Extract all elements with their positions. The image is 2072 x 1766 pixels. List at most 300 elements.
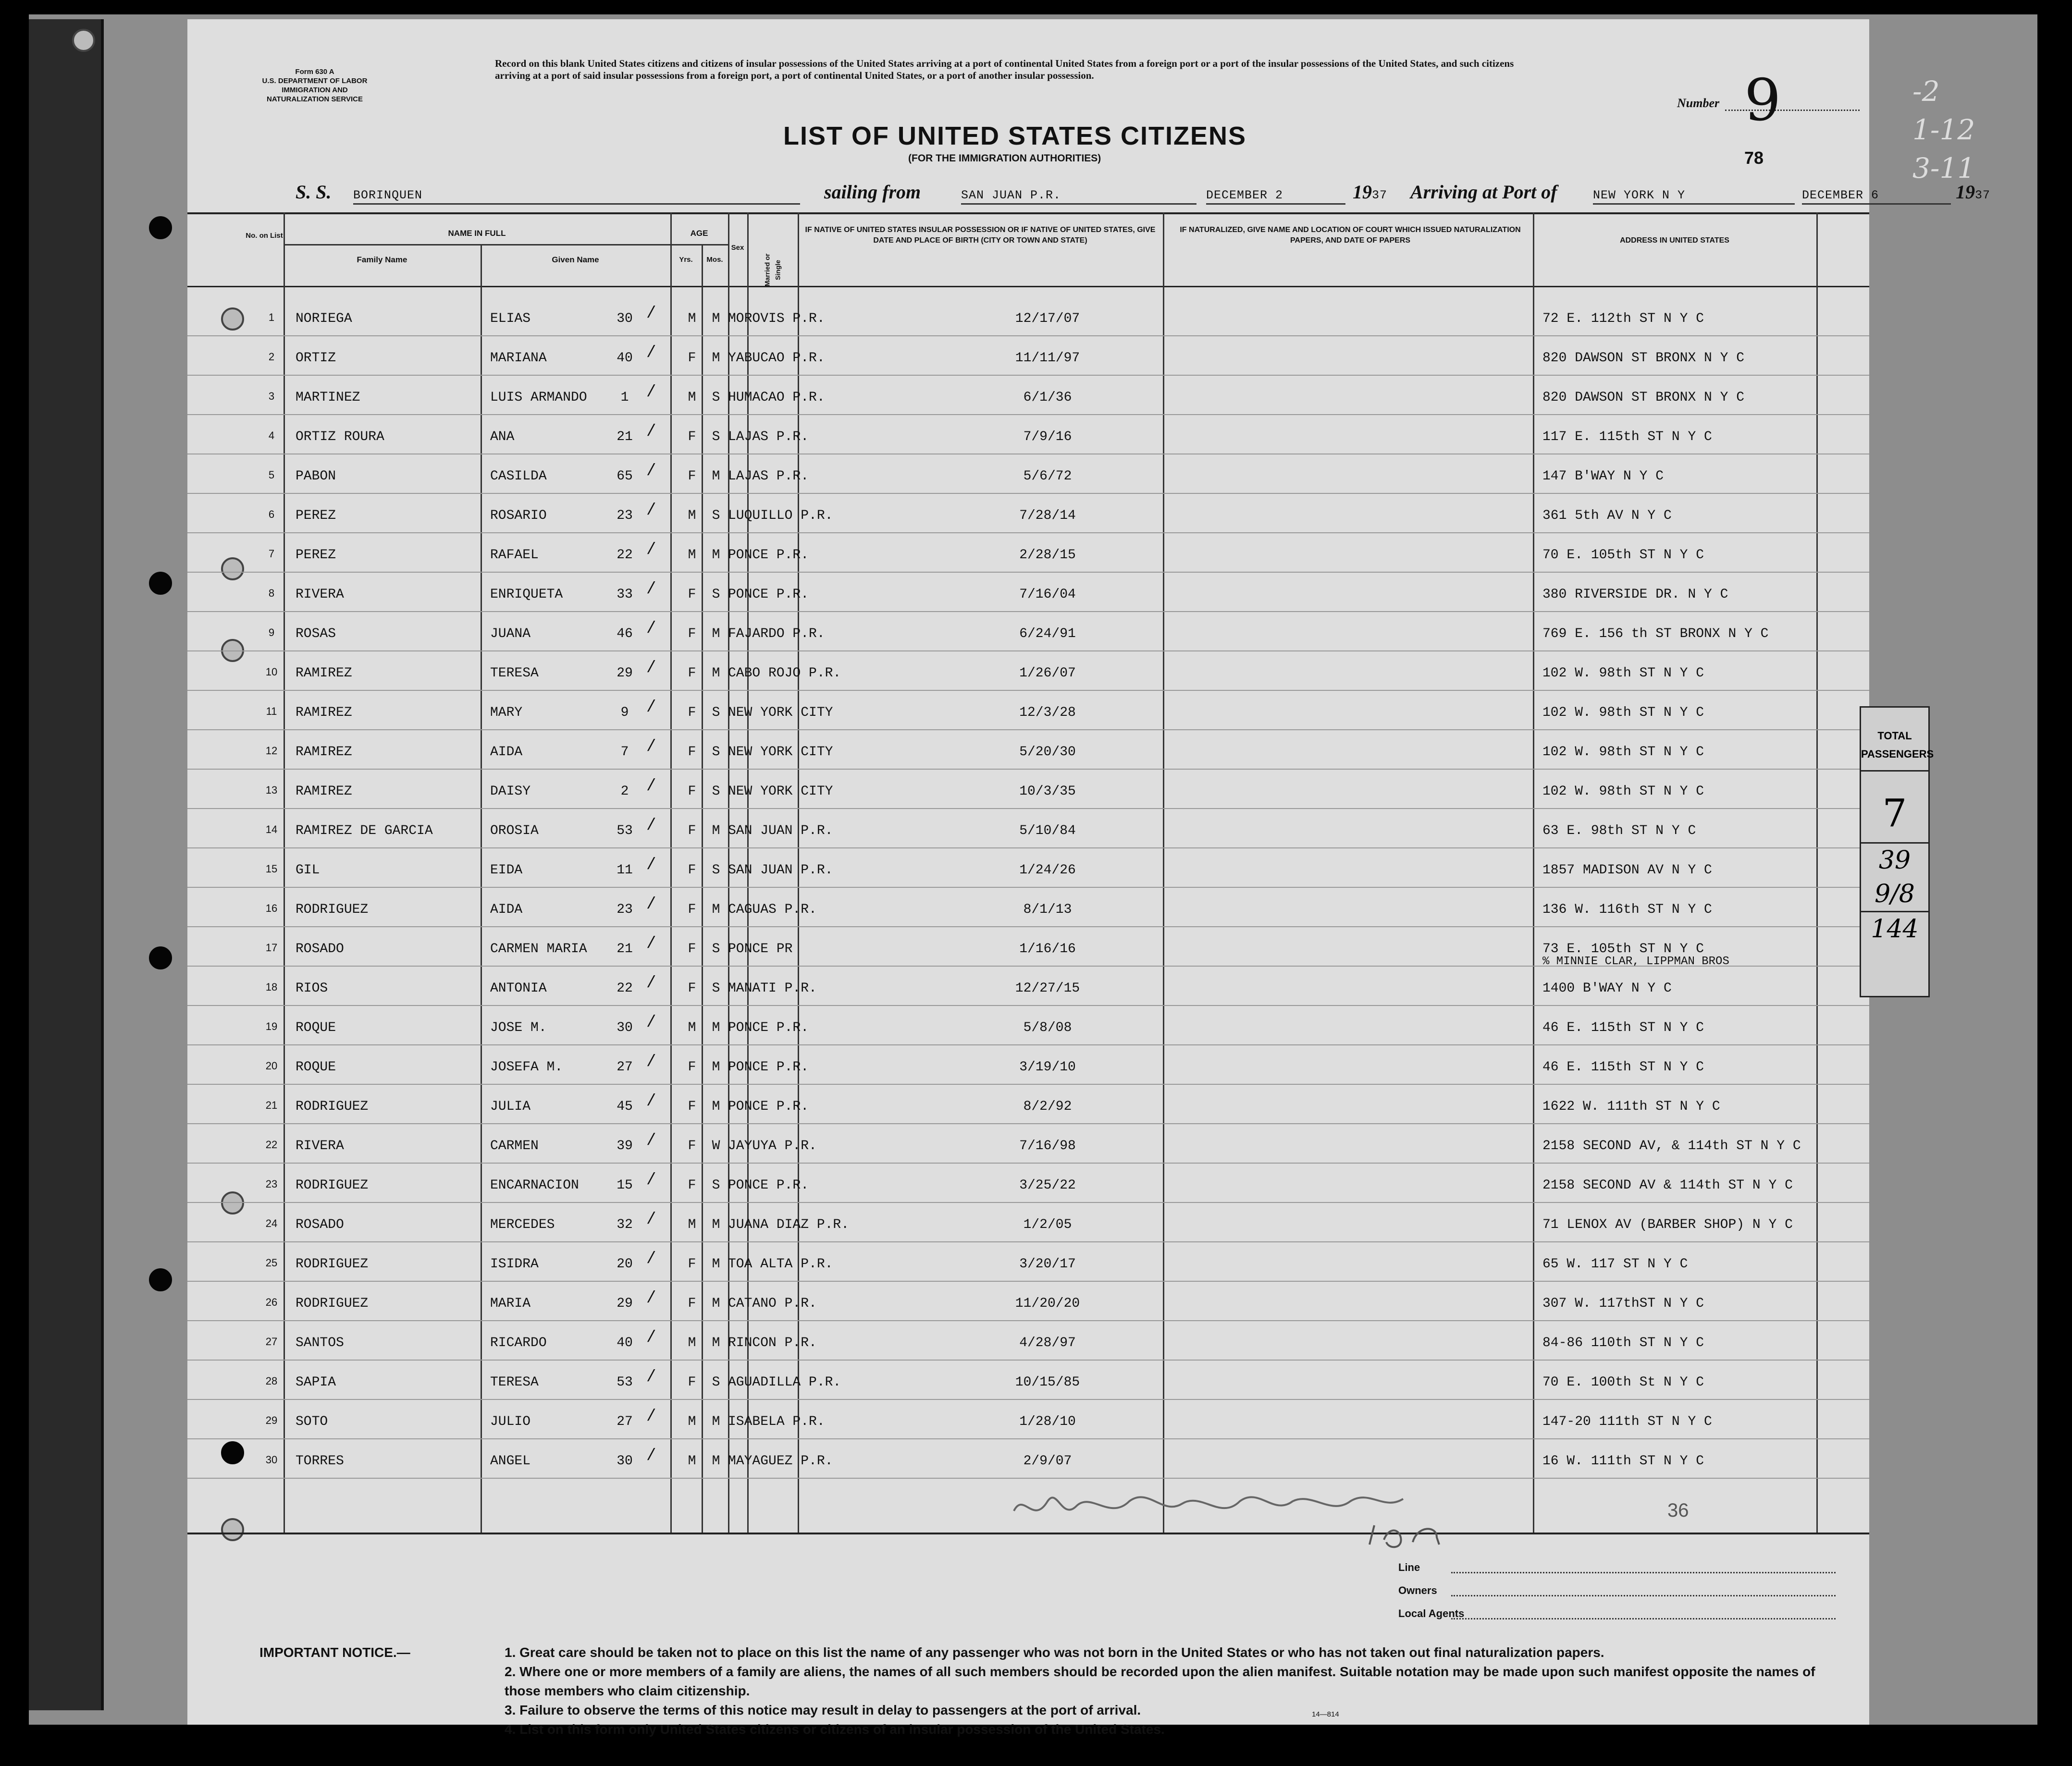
tally-label-passengers: PASSENGERS (1861, 748, 1934, 760)
address: 820 DAWSON ST BRONX N Y C (1542, 390, 1745, 405)
given-name: JULIO (490, 1414, 531, 1429)
marital-status: S (712, 1178, 720, 1193)
header-name-in-full: NAME IN FULL (448, 229, 506, 238)
passenger-number: 15 (265, 863, 278, 875)
arrival-date: DECEMBER 6 (1802, 188, 1879, 202)
departure-port-field (961, 181, 1196, 205)
header-age: AGE (690, 229, 708, 238)
arriving-label: Arriving at Port of (1410, 181, 1557, 203)
passenger-row (187, 533, 1869, 573)
check-mark: / (646, 1053, 656, 1071)
address: 380 RIVERSIDE DR. N Y C (1542, 587, 1728, 602)
sex: M (688, 1454, 696, 1469)
address: 73 E. 105th ST N Y C (1542, 942, 1704, 957)
given-name: MARY (490, 705, 523, 720)
given-name: JOSE M. (490, 1020, 547, 1035)
passenger-row (187, 848, 1869, 888)
marital-status: M (712, 1217, 720, 1232)
address: 1857 MADISON AV N Y C (1542, 863, 1712, 878)
given-name: MARIA (490, 1296, 531, 1311)
given-name: DAISY (490, 784, 531, 799)
check-mark: / (646, 856, 656, 874)
family-name: RAMIREZ (296, 705, 352, 720)
passenger-number: 20 (265, 1060, 278, 1072)
passenger-number: 28 (265, 1375, 278, 1387)
notice-item: 1. Great care should be taken not to place on this list the name of any passenger who was not born in the United States or who has not taken out final naturalization papers. (505, 1645, 1604, 1660)
owners-field (1451, 1595, 1836, 1596)
sailing-label: sailing from (824, 181, 921, 203)
form-id-line: NATURALIZATION SERVICE (266, 95, 363, 103)
birthplace: PONCE P.R. (728, 1099, 809, 1114)
marital-status: M (712, 1257, 720, 1272)
punch-hole (149, 572, 172, 595)
check-mark: / (646, 777, 656, 796)
notice-item: 3. Failure to observe the terms of this notice may result in delay to passengers at the port of arrival. (505, 1703, 1141, 1717)
check-mark: / (646, 1289, 656, 1308)
age-years: 22 (617, 981, 633, 996)
address: 16 W. 111th ST N Y C (1542, 1454, 1704, 1469)
age-years: 27 (617, 1060, 633, 1075)
marital-status: M (712, 311, 720, 326)
punch-hole (149, 216, 172, 239)
birthplace: PONCE P.R. (728, 587, 809, 602)
page-subtitle: (FOR THE IMMIGRATION AUTHORITIES) (908, 153, 1101, 164)
address: 70 E. 105th ST N Y C (1542, 548, 1704, 563)
birthplace: MOROVIS P.R. (728, 311, 825, 326)
header-address: ADDRESS IN UNITED STATES (1620, 236, 1729, 245)
given-name: RAFAEL (490, 548, 539, 563)
passenger-number: 19 (265, 1020, 278, 1032)
birthplace: SAN JUAN P.R. (728, 863, 833, 878)
arrival-port-field (1593, 181, 1795, 205)
address: 307 W. 117thST N Y C (1542, 1296, 1704, 1311)
passenger-number: 27 (265, 1336, 278, 1348)
passenger-row (187, 1400, 1869, 1439)
birthdate: 5/20/30 (1019, 745, 1076, 760)
age-years: 15 (617, 1178, 633, 1193)
family-name: ROSAS (296, 626, 336, 641)
form-code: 14—814 (1312, 1710, 1339, 1718)
marital-status: S (712, 1375, 720, 1390)
family-name: ROSADO (296, 1217, 344, 1232)
notice-heading: IMPORTANT NOTICE.— (259, 1645, 410, 1660)
address: 1622 W. 111th ST N Y C (1542, 1099, 1720, 1114)
family-name: RODRIGUEZ (296, 1099, 369, 1114)
age-years: 2 (620, 784, 629, 799)
birthdate: 7/9/16 (1023, 429, 1072, 444)
family-name: PEREZ (296, 548, 336, 563)
passenger-number: 16 (265, 902, 278, 914)
passenger-row (187, 1045, 1869, 1085)
header-years: Yrs. (679, 256, 693, 264)
passenger-number: 11 (266, 705, 277, 717)
given-name: JUANA (490, 626, 531, 641)
check-mark: / (646, 699, 656, 717)
birthplace: MAYAGUEZ P.R. (728, 1454, 833, 1469)
address: 84-86 110th ST N Y C (1542, 1336, 1704, 1350)
binder-edge (29, 19, 104, 1710)
passenger-number: 5 (268, 469, 275, 481)
check-mark: / (646, 1014, 656, 1032)
passenger-row (187, 336, 1869, 376)
check-mark: / (646, 1408, 656, 1426)
birthplace: YABUCAO P.R. (728, 351, 825, 366)
sex: F (688, 351, 696, 366)
age-years: 30 (617, 1454, 633, 1469)
passenger-row (187, 494, 1869, 533)
birthplace: CABO ROJO P.R. (728, 666, 841, 681)
marital-status: W (712, 1139, 720, 1153)
ss-label: S. S. (296, 181, 332, 203)
birthplace: RINCON P.R. (728, 1336, 817, 1350)
marital-status: M (712, 626, 720, 641)
address: 102 W. 98th ST N Y C (1542, 745, 1704, 760)
birthplace: NEW YORK CITY (728, 705, 833, 720)
given-name: LUIS ARMANDO (490, 390, 587, 405)
passenger-row (187, 1242, 1869, 1282)
sex: F (688, 1178, 696, 1193)
marital-status: M (712, 902, 720, 917)
local-agents-field (1451, 1618, 1836, 1619)
birthdate: 3/19/10 (1019, 1060, 1076, 1075)
address: 147 B'WAY N Y C (1542, 469, 1664, 484)
tally-calc: 9/8 (1875, 880, 1915, 908)
header-given-name: Given Name (552, 255, 599, 264)
marital-status: M (712, 1414, 720, 1429)
family-name: RODRIGUEZ (296, 902, 369, 917)
passenger-number: 8 (268, 587, 275, 599)
punch-hole (149, 946, 172, 969)
address: 102 W. 98th ST N Y C (1542, 705, 1704, 720)
check-mark: / (646, 462, 656, 480)
birthplace: FAJARDO P.R. (728, 626, 825, 641)
birthdate: 4/28/97 (1019, 1336, 1076, 1350)
sex: M (688, 548, 696, 563)
passenger-row (187, 573, 1869, 612)
age-years: 30 (617, 1020, 633, 1035)
sex: F (688, 902, 696, 917)
passenger-number: 3 (268, 390, 275, 402)
passenger-number: 12 (265, 745, 278, 757)
arrival-date-field (1802, 181, 1951, 205)
marital-status: M (712, 1060, 720, 1075)
sex: F (688, 823, 696, 838)
birthdate: 2/28/15 (1019, 548, 1076, 563)
family-name: TORRES (296, 1454, 344, 1469)
age-years: 29 (617, 1296, 633, 1311)
family-name: SAPIA (296, 1375, 336, 1390)
marital-status: M (712, 469, 720, 484)
passenger-number: 14 (265, 823, 278, 835)
address: 71 LENOX AV (BARBER SHOP) N Y C (1542, 1217, 1793, 1232)
margin-mark: 1-12 (1912, 113, 1975, 146)
address: 63 E. 98th ST N Y C (1542, 823, 1696, 838)
birthplace: LAJAS P.R. (728, 469, 809, 484)
birthplace: LAJAS P.R. (728, 429, 809, 444)
line-field (1451, 1572, 1836, 1573)
address: 65 W. 117 ST N Y C (1542, 1257, 1688, 1272)
given-name: AIDA (490, 745, 523, 760)
given-name: TERESA (490, 666, 539, 681)
family-name: SOTO (296, 1414, 328, 1429)
birthdate: 6/1/36 (1023, 390, 1072, 405)
marital-status: S (712, 981, 720, 996)
given-name: ANGEL (490, 1454, 531, 1469)
header-married-single: Married or Single (763, 253, 782, 287)
birthdate: 1/2/05 (1023, 1217, 1072, 1232)
birthplace: LUQUILLO P.R. (728, 508, 833, 523)
passenger-row (187, 888, 1869, 927)
given-name: OROSIA (490, 823, 539, 838)
passenger-number: 22 (265, 1139, 278, 1151)
birthdate: 7/16/98 (1019, 1139, 1076, 1153)
header-no: No. on List (246, 232, 283, 240)
given-name: CASILDA (490, 469, 547, 484)
check-mark: / (646, 1329, 656, 1347)
age-years: 40 (617, 1336, 633, 1350)
header-bottom-rule (187, 286, 1869, 287)
check-mark: / (646, 817, 656, 835)
address: 2158 SECOND AV, & 114th ST N Y C (1542, 1139, 1801, 1153)
passenger-row (187, 612, 1869, 651)
address: 2158 SECOND AV & 114th ST N Y C (1542, 1178, 1793, 1193)
sex: F (688, 745, 696, 760)
passenger-row (187, 1164, 1869, 1203)
passenger-row (187, 1439, 1869, 1479)
age-years: 32 (617, 1217, 633, 1232)
birthplace: JAYUYA P.R. (728, 1139, 817, 1153)
address: 70 E. 100th St N Y C (1542, 1375, 1704, 1390)
address: 769 E. 156 th ST BRONX N Y C (1542, 626, 1769, 641)
given-name: ENRIQUETA (490, 587, 563, 602)
tally-calc: 144 (1861, 911, 1928, 946)
passenger-row (187, 1203, 1869, 1242)
age-years: 53 (617, 1375, 633, 1390)
tally-divider (1861, 770, 1928, 772)
birthplace: TOA ALTA P.R. (728, 1257, 833, 1272)
address: 102 W. 98th ST N Y C (1542, 666, 1704, 681)
sex: M (688, 390, 696, 405)
tally-count: 7 (1882, 791, 1907, 835)
birthplace: PONCE P.R. (728, 1060, 809, 1075)
page-number: 78 (1744, 148, 1764, 168)
passenger-number: 29 (265, 1414, 278, 1426)
passenger-row (187, 927, 1869, 967)
sex: F (688, 1099, 696, 1114)
given-name: ANA (490, 429, 515, 444)
family-name: PEREZ (296, 508, 336, 523)
passenger-row (187, 376, 1869, 415)
sex: F (688, 1296, 696, 1311)
margin-mark: 3-11 (1912, 152, 1975, 184)
birthdate: 12/3/28 (1019, 705, 1076, 720)
given-name: CARMEN MARIA (490, 942, 587, 957)
address: 72 E. 112th ST N Y C (1542, 311, 1704, 326)
marital-status: M (712, 666, 720, 681)
check-mark: / (646, 502, 656, 520)
marital-status: S (712, 784, 720, 799)
marital-status: M (712, 1296, 720, 1311)
line-label: Line (1398, 1561, 1420, 1573)
year-prefix: 19 (1353, 181, 1372, 203)
age-years: 20 (617, 1257, 633, 1272)
age-years: 45 (617, 1099, 633, 1114)
birthdate: 8/1/13 (1023, 902, 1072, 917)
age-years: 21 (617, 429, 633, 444)
passenger-row (187, 1124, 1869, 1164)
sex: F (688, 942, 696, 957)
check-mark: / (646, 1250, 656, 1268)
age-years: 11 (617, 863, 633, 878)
ship-name-field (353, 181, 800, 205)
page-title: LIST OF UNITED STATES CITIZENS (783, 122, 1246, 150)
age-years: 23 (617, 508, 633, 523)
passenger-number: 23 (265, 1178, 278, 1190)
year-suffix: 37 (1372, 188, 1388, 202)
passenger-number: 9 (268, 626, 275, 638)
passenger-row (187, 297, 1869, 336)
marital-status: M (712, 548, 720, 563)
passenger-number: 7 (268, 548, 275, 560)
check-mark: / (646, 974, 656, 993)
family-name: ORTIZ (296, 351, 336, 366)
age-years: 29 (617, 666, 633, 681)
passenger-number: 10 (265, 666, 278, 678)
family-name: RAMIREZ (296, 666, 352, 681)
tally-calc: 39 (1878, 846, 1911, 875)
departure-port: SAN JUAN P.R. (961, 188, 1061, 202)
form-preamble: Record on this blank United States citizens and citizens of insular possessions of the United States arriving at a port of continental United States from a foreign port or a port of the insular possessions of the United States, and such citizens arriving at a port of said insular possessions from a foreign port, a port of continental United States, or a port of another insular possession. (495, 58, 1514, 81)
family-name: SANTOS (296, 1336, 344, 1350)
family-name: RODRIGUEZ (296, 1178, 369, 1193)
age-years: 7 (620, 745, 629, 760)
passenger-row (187, 454, 1869, 494)
sex: F (688, 469, 696, 484)
check-mark: / (646, 1447, 656, 1465)
age-years: 9 (620, 705, 629, 720)
form-identifier (245, 67, 384, 104)
address: 1400 B'WAY N Y C (1542, 981, 1672, 996)
birthdate: 7/16/04 (1019, 587, 1076, 602)
passenger-number: 2 (268, 351, 275, 363)
birthplace: HUMACAO P.R. (728, 390, 825, 405)
list-number: 9 (1744, 67, 1781, 134)
given-name: AIDA (490, 902, 523, 917)
sex: F (688, 1139, 696, 1153)
family-name: RIVERA (296, 1139, 344, 1153)
check-mark: / (646, 1211, 656, 1229)
marital-status: S (712, 390, 720, 405)
family-name: PABON (296, 469, 336, 484)
age-years: 30 (617, 311, 633, 326)
owners-label: Owners (1398, 1584, 1437, 1596)
family-name: RAMIREZ (296, 745, 352, 760)
marital-status: S (712, 587, 720, 602)
given-name: RICARDO (490, 1336, 547, 1350)
check-mark: / (646, 1368, 656, 1386)
birthdate: 5/10/84 (1019, 823, 1076, 838)
sex: M (688, 1020, 696, 1035)
check-mark: / (646, 344, 656, 362)
birthdate: 1/16/16 (1019, 942, 1076, 957)
year-prefix: 19 (1956, 181, 1975, 203)
birthplace: NEW YORK CITY (728, 784, 833, 799)
birthplace: PONCE P.R. (728, 1020, 809, 1035)
header-months: Mos. (706, 256, 723, 264)
given-name: ANTONIA (490, 981, 547, 996)
given-name: JOSEFA M. (490, 1060, 563, 1075)
passenger-number: 24 (265, 1217, 278, 1229)
sex: F (688, 981, 696, 996)
punch-hole (221, 1518, 244, 1541)
birthdate: 10/15/85 (1015, 1375, 1080, 1390)
passenger-number: 4 (268, 429, 275, 442)
passenger-number: 1 (268, 311, 275, 323)
passenger-row (187, 1006, 1869, 1045)
birthplace: MANATI P.R. (728, 981, 817, 996)
given-name: TERESA (490, 1375, 539, 1390)
birthdate: 1/28/10 (1019, 1414, 1076, 1429)
birthdate: 3/25/22 (1019, 1178, 1076, 1193)
given-name: EIDA (490, 863, 523, 878)
row-rule (187, 1478, 1869, 1479)
birthdate: 1/24/26 (1019, 863, 1076, 878)
address: 46 E. 115th ST N Y C (1542, 1060, 1704, 1075)
check-mark: / (646, 620, 656, 638)
header-family-name: Family Name (357, 255, 407, 264)
punch-hole (72, 29, 95, 52)
given-name: JULIA (490, 1099, 531, 1114)
tally-label-total: TOTAL (1877, 730, 1912, 742)
birthdate: 5/8/08 (1023, 1020, 1072, 1035)
family-name: RAMIREZ (296, 784, 352, 799)
passenger-row (187, 770, 1869, 809)
ship-name: BORINQUEN (353, 188, 423, 202)
sex: F (688, 705, 696, 720)
family-name: ORTIZ ROURA (296, 429, 384, 444)
age-years: 46 (617, 626, 633, 641)
marital-status: M (712, 1454, 720, 1469)
age-years: 27 (617, 1414, 633, 1429)
arrival-port: NEW YORK N Y (1593, 188, 1686, 202)
birthplace: ISABELA P.R. (728, 1414, 825, 1429)
inspector-signature (1004, 1482, 1533, 1564)
name-subheader-rule (284, 244, 670, 245)
birthplace: PONCE PR (728, 942, 793, 957)
table-top-rule (187, 212, 1869, 214)
address: 102 W. 98th ST N Y C (1542, 784, 1704, 799)
total-passengers-slip (1860, 706, 1934, 997)
check-mark: / (646, 541, 656, 559)
marital-status: M (712, 1336, 720, 1350)
sex: F (688, 587, 696, 602)
birthplace: JUANA DIAZ P.R. (728, 1217, 850, 1232)
birthdate: 11/20/20 (1015, 1296, 1080, 1311)
age-years: 1 (620, 390, 629, 405)
check-mark: / (646, 1132, 656, 1150)
passenger-number: 17 (265, 942, 278, 954)
family-name: ROSADO (296, 942, 344, 957)
family-name: NORIEGA (296, 311, 352, 326)
passenger-row (187, 691, 1869, 730)
family-name: ROQUE (296, 1060, 336, 1075)
sex: F (688, 863, 696, 878)
given-name: MERCEDES (490, 1217, 555, 1232)
passenger-row (187, 809, 1869, 848)
check-mark: / (646, 1092, 656, 1111)
birthplace: PONCE P.R. (728, 548, 809, 563)
passenger-row (187, 730, 1869, 770)
